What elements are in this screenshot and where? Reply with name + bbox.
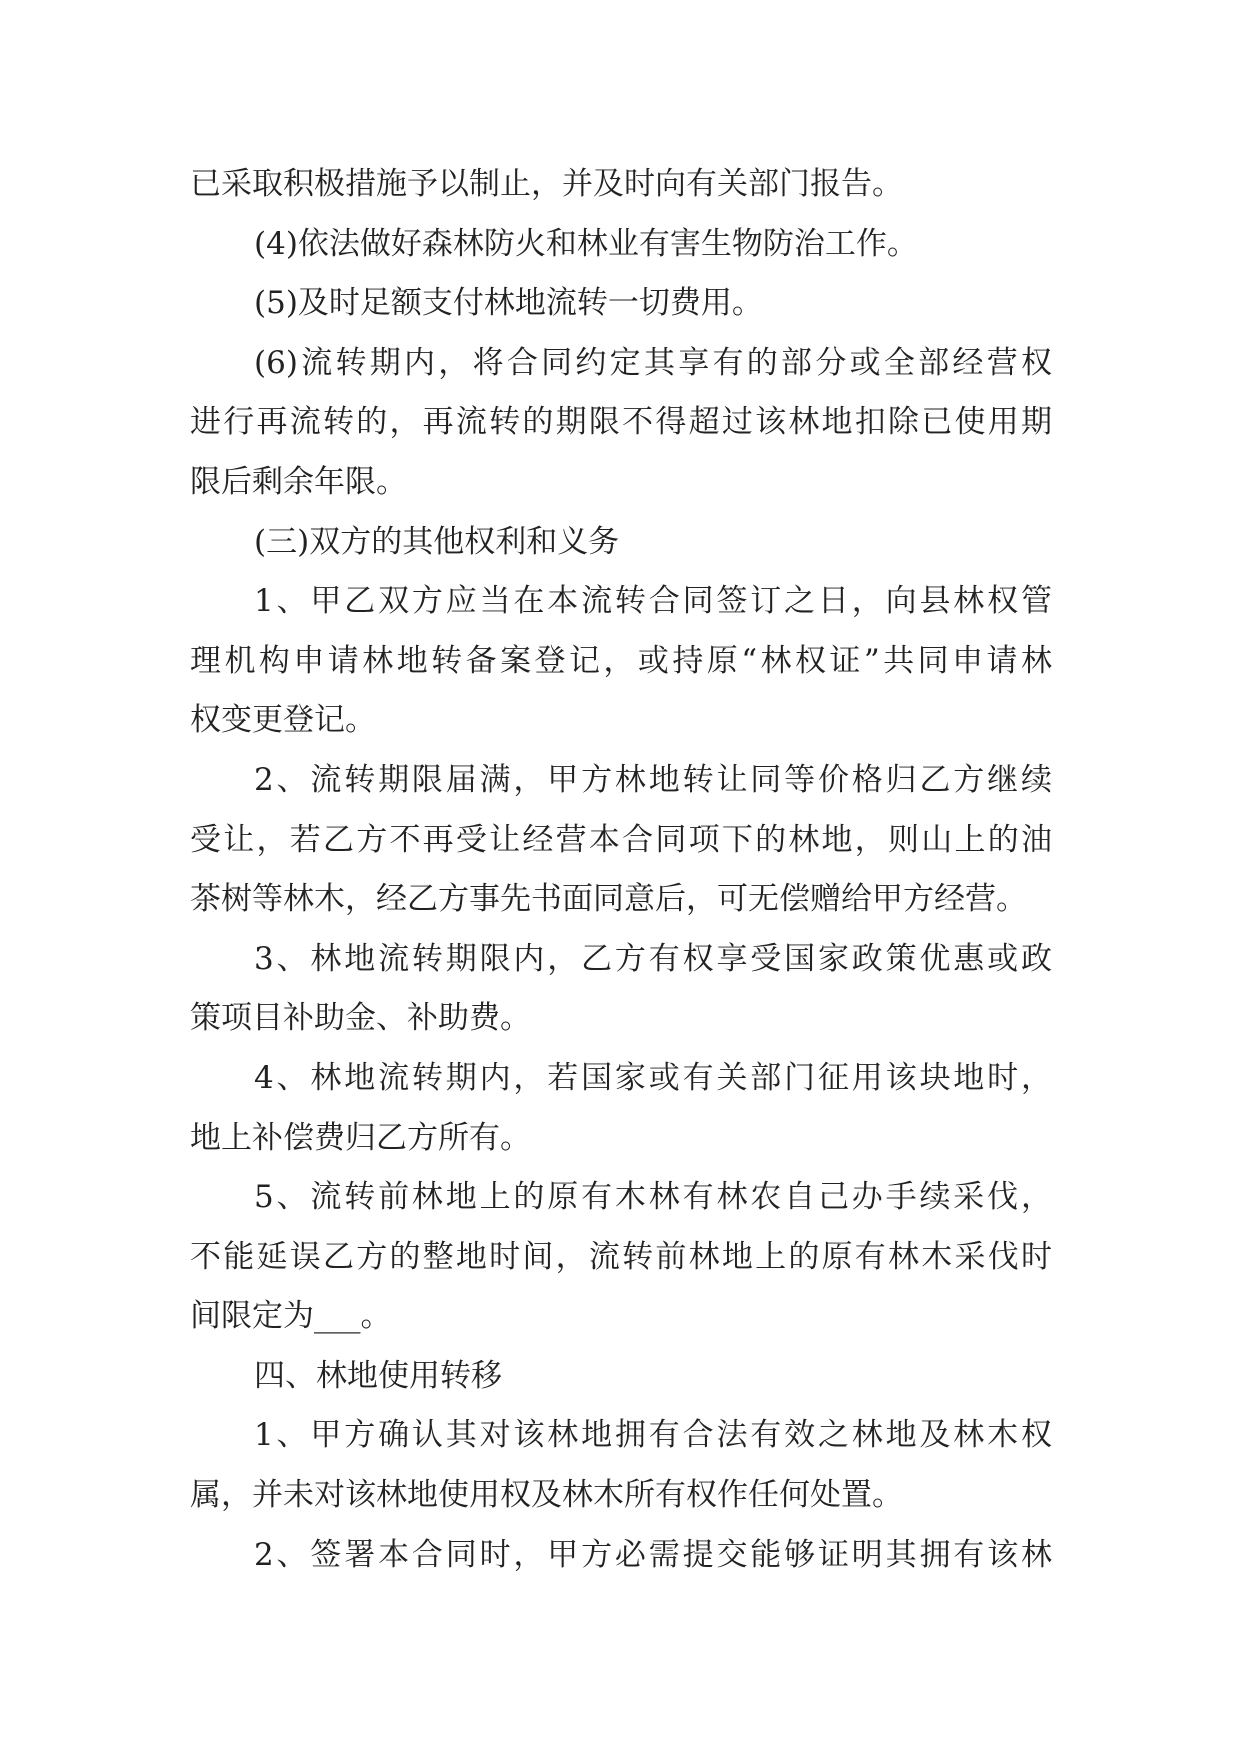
text-line: 受让，若乙方不再受让经营本合同项下的林地，则山上的油 bbox=[190, 821, 1052, 858]
text-line: 5、流转前林地上的原有木林有林农自己办手续采伐， bbox=[254, 1179, 1052, 1216]
text-line: 4、林地流转期内，若国家或有关部门征用该块地时， bbox=[254, 1059, 1052, 1096]
document-body bbox=[190, 155, 1052, 1585]
text-line: (4)依法做好森林防火和林业有害生物防治工作。 bbox=[254, 225, 918, 262]
text-line: (6)流转期内，将合同约定其享有的部分或全部经营权 bbox=[254, 344, 1052, 381]
text-line: 3、林地流转期限内，乙方有权享受国家政策优惠或政 bbox=[254, 940, 1052, 977]
text-line: 策项目补助金、补助费。 bbox=[190, 1000, 531, 1037]
text-line: 限后剩余年限。 bbox=[190, 463, 407, 500]
text-line: (三)双方的其他权利和义务 bbox=[254, 523, 620, 560]
text-line: 间限定为___。 bbox=[190, 1298, 392, 1335]
text-line: 茶树等林木，经乙方事先书面同意后，可无偿赠给甲方经营。 bbox=[190, 881, 1027, 918]
text-line: 进行再流转的，再流转的期限不得超过该林地扣除已使用期 bbox=[190, 404, 1052, 441]
text-line: 2、流转期限届满，甲方林地转让同等价格归乙方继续 bbox=[254, 761, 1052, 798]
text-line: 权变更登记。 bbox=[190, 702, 376, 739]
text-line: 1、甲乙双方应当在本流转合同签订之日，向县林权管 bbox=[254, 583, 1052, 620]
text-line: 四、林地使用转移 bbox=[254, 1357, 502, 1394]
text-line: 已采取积极措施予以制止，并及时向有关部门报告。 bbox=[190, 166, 903, 202]
text-line: 1、甲方确认其对该林地拥有合法有效之林地及林木权 bbox=[254, 1417, 1052, 1454]
text-line: 理机构申请林地转备案登记，或持原“林权证”共同申请林 bbox=[190, 642, 1052, 679]
text-line: 2、签署本合同时，甲方必需提交能够证明其拥有该林 bbox=[254, 1536, 1052, 1573]
text-line: (5)及时足额支付林地流转一切费用。 bbox=[254, 285, 763, 322]
text-line: 不能延误乙方的整地时间，流转前林地上的原有林木采伐时 bbox=[190, 1238, 1052, 1275]
text-line: 属，并未对该林地使用权及林木所有权作任何处置。 bbox=[190, 1477, 903, 1514]
text-line: 地上补偿费归乙方所有。 bbox=[190, 1119, 531, 1156]
